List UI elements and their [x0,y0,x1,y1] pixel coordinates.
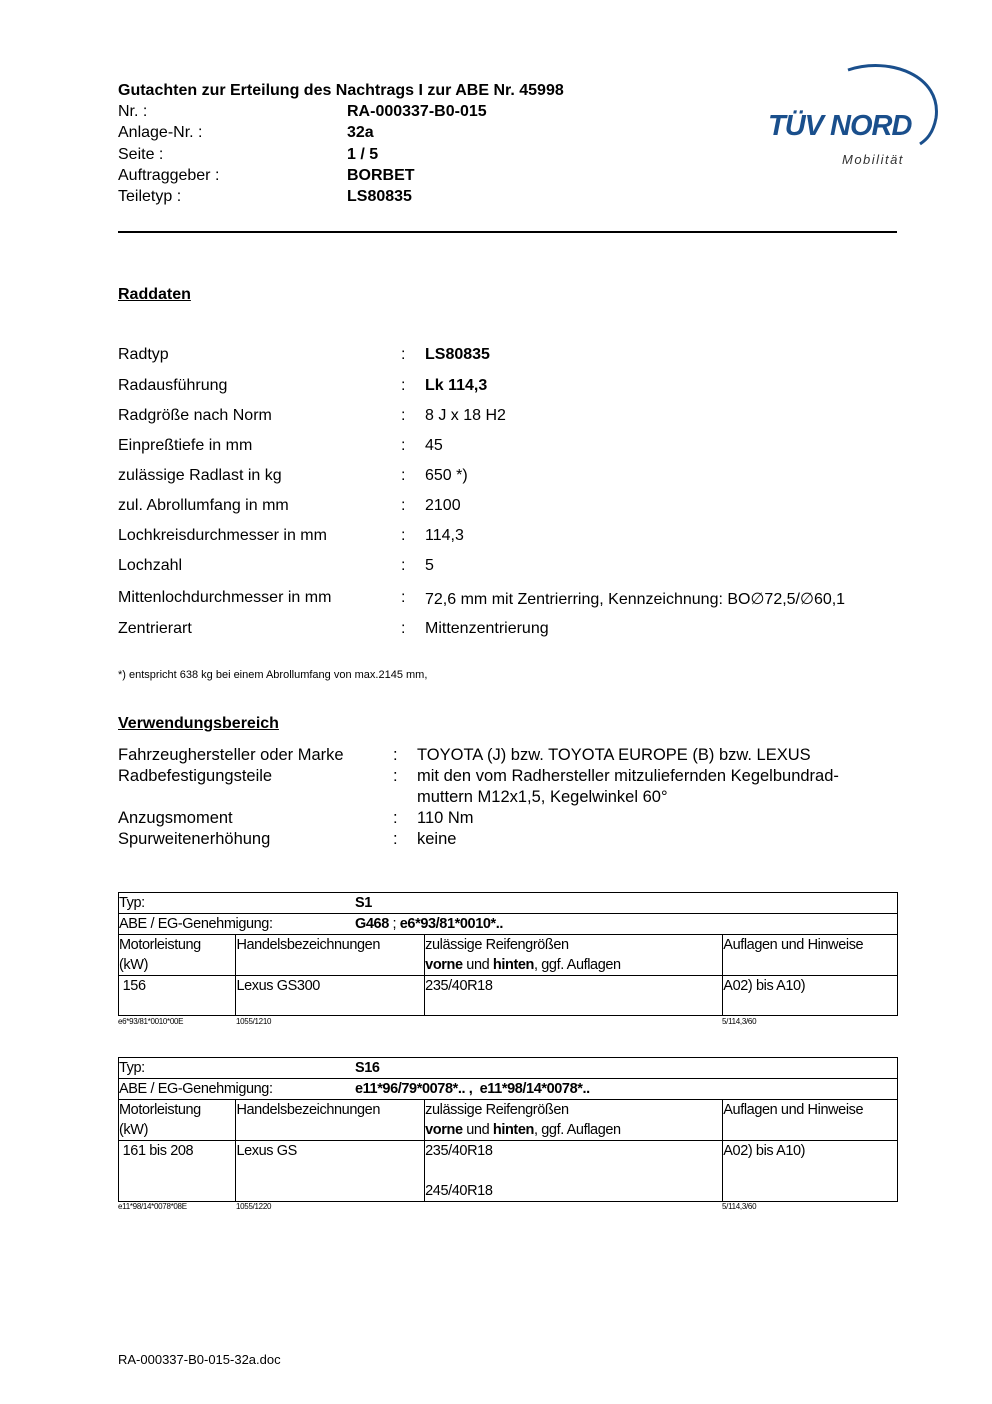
header-text: , ggf. Auflagen [533,1122,621,1138]
raddaten-label: Lochkreisdurchmesser in mm [118,527,327,544]
raddaten-value: Mittenzentrierung [425,620,549,637]
verwendung-colon: : [393,809,398,827]
footnote: *) entspricht 638 kg bei einem Abrollumfang von max.2145 mm, [118,669,428,681]
tuv-nord-logo [760,58,940,173]
raddaten-label: Mittenlochdurchmesser in mm [118,589,332,606]
approval-label: ABE / EG-Genehmigung: [119,916,273,932]
tyre-size: 245/40R18 [425,1183,493,1199]
type-cell [119,1058,898,1079]
header-text-bold: hinten [492,1122,534,1138]
raddaten-colon: : [401,467,406,484]
raddaten-label: Zentrierart [118,620,192,637]
verwendung-label: Spurweitenerhöhung [118,830,271,848]
header-row-anlage [118,124,374,142]
table-header-row [119,935,898,976]
verwendung-value: keine [417,830,457,848]
header-cell-notes: Auflagen und Hinweise [723,1100,898,1141]
raddaten-value: 2100 [425,497,461,514]
verwendung-label: Anzugsmoment [118,809,233,827]
raddaten-label: zul. Abrollumfang in mm [118,497,289,514]
document-title: Gutachten zur Erteilung des Nachtrags I zur ABE Nr. 45998 [118,82,564,99]
raddaten-colon: : [401,437,406,454]
header-row-teiletyp [118,188,412,206]
verwendung-colon: : [393,767,398,785]
approval-cell [119,1079,898,1100]
header-text: zulässige Reifengrößen [425,937,569,953]
verwendung-value: muttern M12x1,5, Kegelwinkel 60° [417,788,668,806]
raddaten-value: 650 *) [425,467,468,484]
table-approval-row [119,1079,898,1100]
header-text: und [462,1122,493,1138]
header-label: Auftraggeber : [118,167,220,184]
document-filename: RA-000337-B0-015-32a.doc [118,1352,281,1367]
header-value: BORBET [347,167,415,184]
header-value: 1 / 5 [347,146,379,163]
header-cell-names: Handelsbezeichnungen [236,1100,425,1141]
table-row [119,976,898,1016]
cell-kw: 156 [119,976,236,1016]
vehicle-table [118,1057,898,1202]
header-row-nr [118,103,487,121]
approval-label: ABE / EG-Genehmigung: [119,1081,273,1097]
header-text-bold: vorne [425,957,463,973]
code-bolt: 5/114,3/60 [722,1202,757,1211]
raddaten-value: 45 [425,437,443,454]
cell-notes: A02) bis A10) [723,1141,898,1202]
verwendung-value: TOYOTA (J) bzw. TOYOTA EUROPE (B) bzw. LEXUS [417,746,811,764]
verwendung-heading: Verwendungsbereich [118,715,279,732]
header-label: Teiletyp : [118,188,182,205]
verwendung-label: Fahrzeughersteller oder Marke [118,746,344,764]
type-value: S16 [355,1060,380,1076]
raddaten-value: 114,3 [425,527,464,544]
tyre-size: 235/40R18 [425,1143,493,1159]
header-text: Motorleistung [119,937,201,953]
table-type-row [119,1058,898,1079]
raddaten-label: Radtyp [118,346,169,363]
header-text-bold: hinten [492,957,534,973]
raddaten-label: Radausführung [118,377,228,394]
header-cell-names: Handelsbezeichnungen [236,935,425,976]
approval-value-2: e6*93/81*0010*.. [399,916,504,932]
header-divider [118,231,897,233]
header-cell-tyres [425,1100,723,1141]
verwendung-colon: : [393,746,398,764]
verwendung-colon: : [393,830,398,848]
header-text: (kW) [119,957,148,973]
raddaten-value: 5 [425,557,434,574]
verwendung-value: mit den vom Radhersteller mitzuliefernden Kegelbundrad- [417,767,839,785]
header-text-bold: vorne [425,1122,463,1138]
header-cell-power [119,935,236,976]
header-text: , ggf. Auflagen [534,957,621,973]
raddaten-value: 8 J x 18 H2 [425,407,506,424]
type-cell [119,893,898,914]
raddaten-colon: : [401,407,406,424]
raddaten-value: 72,6 mm mit Zentrierring, Kennzeichnung: BO∅72,5/∅60,1 [425,591,846,608]
table-type-row [119,893,898,914]
header-text: (kW) [119,1122,148,1138]
raddaten-colon: : [401,620,406,637]
approval-value: e11*96/79*0078*.. , e11*98/14*0078*.. [355,1081,590,1097]
table-header-row [119,1100,898,1141]
cell-tyre: 235/40R18 [425,976,723,1016]
type-value: S1 [355,895,372,911]
raddaten-colon: : [401,557,406,574]
raddaten-colon: : [401,346,406,363]
verwendung-value: 110 Nm [417,809,474,827]
raddaten-label: zulässige Radlast in kg [118,467,282,484]
logo-wordmark: TÜV NORD [768,110,912,142]
raddaten-value: Lk 114,3 [425,377,488,394]
header-row-auftraggeber [118,167,415,185]
cell-tyre [425,1141,723,1202]
table-row [119,1141,898,1202]
logo-subtitle: Mobilität [842,152,904,167]
header-cell-notes: Auflagen und Hinweise [723,935,898,976]
cell-kw: 161 bis 208 [119,1141,236,1202]
vehicle-table [118,892,898,1016]
type-label: Typ: [119,895,145,911]
raddaten-heading: Raddaten [118,286,191,303]
raddaten-colon: : [401,497,406,514]
code-number: 1055/1220 [236,1202,272,1211]
table-approval-row [119,914,898,935]
header-text: und [462,957,493,973]
header-value: 32a [347,124,374,141]
code-bolt: 5/114,3/60 [722,1017,757,1026]
raddaten-label: Lochzahl [118,557,183,574]
approval-cell [119,914,898,935]
header-label: Seite : [118,146,164,163]
approval-separator: ; [388,916,400,932]
verwendung-label: Radbefestigungsteile [118,767,273,785]
code-number: 1055/1210 [236,1017,272,1026]
header-value: LS80835 [347,188,412,205]
header-label: Anlage-Nr. : [118,124,203,141]
approval-value: G468 [355,916,389,932]
code-approval: e11*98/14*0078*08E [118,1202,187,1211]
header-label: Nr. : [118,103,148,120]
raddaten-value: LS80835 [425,346,490,363]
raddaten-colon: : [401,377,406,394]
raddaten-label: Radgröße nach Norm [118,407,272,424]
header-row-seite [118,146,378,164]
cell-name: Lexus GS300 [236,976,425,1016]
code-approval: e6*93/81*0010*00E [118,1017,184,1026]
header-cell-power [119,1100,236,1141]
header-value: RA-000337-B0-015 [347,103,487,120]
raddaten-label: Einpreßtiefe in mm [118,437,253,454]
cell-name: Lexus GS [236,1141,425,1202]
raddaten-colon: : [401,527,406,544]
type-label: Typ: [119,1060,145,1076]
header-cell-tyres [425,935,723,976]
raddaten-colon: : [401,589,406,606]
header-text: zulässige Reifengrößen [425,1102,569,1118]
cell-notes: A02) bis A10) [723,976,898,1016]
header-text: Motorleistung [119,1102,201,1118]
